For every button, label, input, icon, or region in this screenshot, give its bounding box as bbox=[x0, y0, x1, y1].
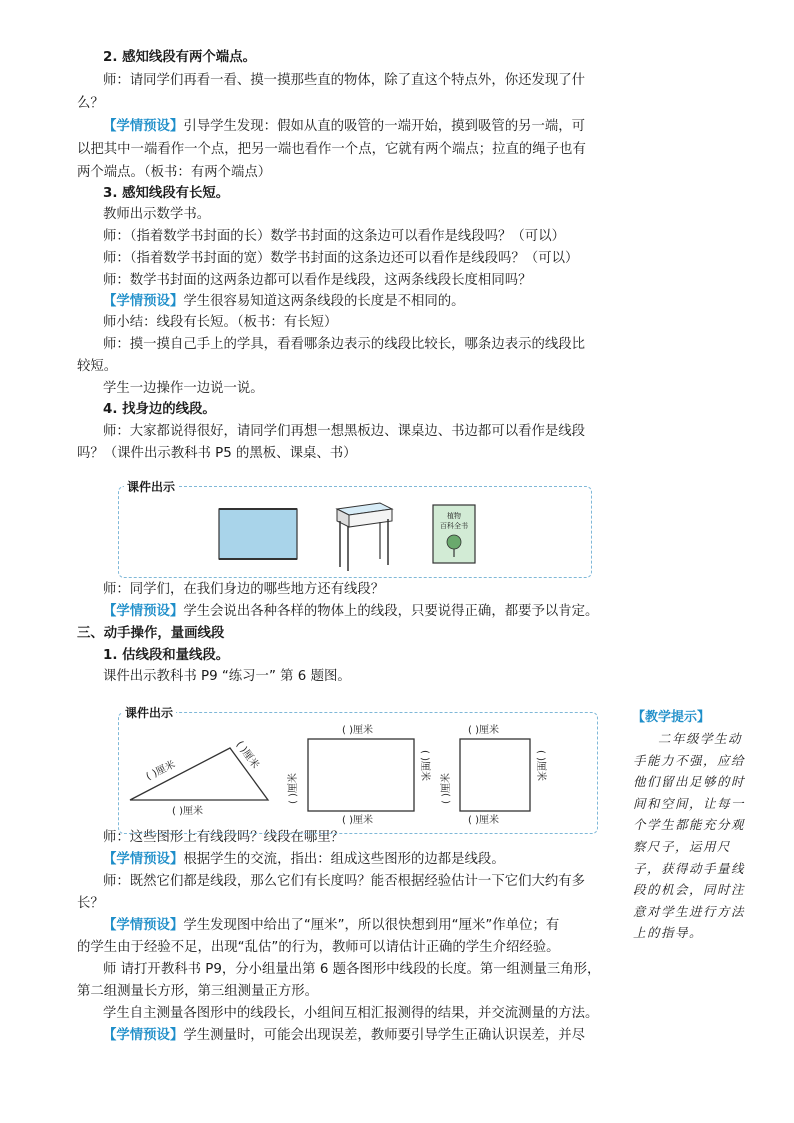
text-line bbox=[77, 982, 318, 1002]
text-line-content: 师小结：线段有长短。（板书：有长短） bbox=[103, 315, 338, 330]
rectangle-shape bbox=[308, 739, 414, 811]
teaching-tip-title: 【教学提示】 bbox=[632, 710, 711, 725]
text-line-content: 长？ bbox=[77, 896, 104, 911]
text-line bbox=[103, 271, 532, 291]
courseware-label-1: 课件出示 bbox=[124, 478, 178, 495]
text-line-content: 两个端点。（板书：有两个端点） bbox=[77, 165, 272, 180]
text-line bbox=[103, 646, 229, 666]
square-label-right: ( )厘米 bbox=[535, 750, 546, 781]
square-label-left: ( )厘米 bbox=[441, 773, 452, 804]
book-image bbox=[433, 505, 475, 563]
text-line-content: 1. 估线段和量线段。 bbox=[103, 648, 230, 663]
text-line-content: 学生测量时，可能会出现误差，教师要引导学生正确认识误差，并尽 bbox=[183, 1028, 586, 1043]
text-line bbox=[103, 227, 565, 247]
square-label-bottom: ( )厘米 bbox=[468, 815, 499, 826]
text-line-content: 4. 找身边的线段。 bbox=[103, 402, 216, 417]
text-line-content: 学生会说出各种各样的物体上的线段，只要说得正确，都要予以肯定。 bbox=[183, 604, 599, 619]
text-line bbox=[77, 357, 117, 377]
text-line bbox=[103, 117, 585, 137]
text-line-content: 2. 感知线段有两个端点。 bbox=[103, 50, 256, 65]
text-line bbox=[103, 205, 210, 225]
text-line bbox=[103, 400, 216, 420]
text-line bbox=[103, 667, 351, 687]
text-line-content: 教师出示数学书。 bbox=[103, 207, 211, 222]
square-shape bbox=[460, 739, 530, 811]
text-line bbox=[77, 624, 224, 644]
teaching-tip-text: 二年级学生动手能力不强，应给他们留出足够的时间和空间，让每一个学生都能充分观察尺子，运用尺子，获得动手量线段的机会，同时注意对学生进行方法上的指导。 bbox=[633, 731, 746, 941]
rectangle-label-top: ( )厘米 bbox=[342, 725, 373, 736]
text-line bbox=[103, 602, 598, 622]
text-line bbox=[103, 1026, 585, 1046]
text-line bbox=[77, 444, 357, 464]
triangle-label-bottom: ( )厘米 bbox=[172, 806, 203, 817]
text-line-content: 师：请同学们再看一看、摸一摸那些直的物体，除了直这个特点外，你还发现了什 bbox=[103, 73, 586, 88]
text-line-content: 学生很容易知道这两条线段的长度是不相同的。 bbox=[183, 294, 465, 309]
rectangle-label-bottom: ( )厘米 bbox=[342, 815, 373, 826]
text-line-content: 较短。 bbox=[77, 359, 118, 374]
text-line-content: 的学生由于经验不足，出现“乱估”的行为，教师可以请估计正确的学生介绍经验。 bbox=[77, 940, 560, 955]
triangle-label-right: ( )厘米 bbox=[233, 739, 261, 771]
rectangle-label-right: ( )厘米 bbox=[419, 750, 430, 781]
text-line-content: 第二组测量长方形，第三组测量正方形。 bbox=[77, 984, 319, 999]
text-line bbox=[103, 422, 585, 442]
book-title-line2: 百科全书 bbox=[440, 522, 468, 530]
text-line-content: 师：数学书封面的这两条边都可以看作是线段，这两条线段长度相同吗？ bbox=[103, 273, 532, 288]
text-line-content: 学生发现图中给出了“厘米”，所以很快想到用“厘米”作单位；有 bbox=[183, 918, 560, 933]
text-line bbox=[103, 249, 578, 269]
text-line-content: 以把其中一端看作一个点，把另一端也看作一个点，它就有两个端点；拉直的绳子也有 bbox=[77, 142, 586, 157]
text-line bbox=[103, 184, 229, 204]
text-line bbox=[103, 379, 264, 399]
text-line bbox=[77, 938, 560, 958]
preview-tag: 【学情预设】 bbox=[103, 119, 184, 134]
desk-image bbox=[337, 503, 392, 571]
rectangle-label-left: ( )厘米 bbox=[288, 773, 299, 804]
text-line bbox=[103, 916, 559, 936]
text-line-content: 师：既然它们都是线段，那么它们有长度吗？能否根据经验估计一下它们大约有多 bbox=[103, 874, 586, 889]
book-title-line1: 植物 bbox=[447, 512, 461, 520]
text-line bbox=[77, 140, 586, 160]
text-line bbox=[103, 48, 256, 68]
text-line-content: 师：大家都说得很好，请同学们再想一想黑板边、课桌边、书边都可以看作是线段 bbox=[103, 424, 586, 439]
text-line bbox=[103, 71, 585, 91]
text-line bbox=[103, 960, 600, 980]
text-line bbox=[77, 163, 271, 183]
text-line bbox=[103, 292, 465, 312]
text-line-content: 3. 感知线段有长短。 bbox=[103, 186, 230, 201]
blackboard-image bbox=[219, 509, 297, 559]
text-line-content: 师：摸一摸自己手上的学具，看看哪条边表示的线段比较长，哪条边表示的线段比 bbox=[103, 337, 586, 352]
text-line bbox=[103, 313, 337, 333]
text-line-content: 学生一边操作一边说一说。 bbox=[103, 381, 264, 396]
text-line-content: 三、动手操作，量画线段 bbox=[77, 626, 225, 641]
preview-tag: 【学情预设】 bbox=[103, 294, 184, 309]
text-line bbox=[103, 580, 384, 600]
text-line-content: 引导学生发现：假如从直的吸管的一端开始，摸到吸管的另一端，可 bbox=[183, 119, 586, 134]
text-line-content: 根据学生的交流，指出：组成这些图形的边都是线段。 bbox=[183, 852, 505, 867]
courseware-label-2: 课件出示 bbox=[122, 704, 176, 721]
square-label-top: ( )厘米 bbox=[468, 725, 499, 736]
text-line-content: 师 请打开教科书 P9，分小组量出第 6 题各图形中线段的长度。第一组测量三角形， bbox=[103, 962, 601, 977]
triangle-label-left: ( )厘米 bbox=[144, 759, 178, 783]
text-line-content: 吗？（课件出示教科书 P5 的黑板、课桌、书） bbox=[77, 446, 357, 461]
preview-tag: 【学情预设】 bbox=[103, 918, 184, 933]
text-line bbox=[103, 1004, 598, 1024]
text-line bbox=[77, 94, 104, 114]
text-line-content: 么？ bbox=[77, 96, 104, 111]
preview-tag: 【学情预设】 bbox=[103, 1028, 184, 1043]
text-line bbox=[103, 872, 585, 892]
text-line-content: 师：这些图形上有线段吗？线段在哪里？ bbox=[103, 830, 345, 845]
text-line-content: 师：同学们，在我们身边的哪些地方还有线段？ bbox=[103, 582, 385, 597]
courseware-figure-1 bbox=[200, 495, 500, 575]
text-line-content: 课件出示教科书 P9 “练习一” 第 6 题图。 bbox=[103, 669, 351, 684]
text-line bbox=[77, 894, 104, 914]
text-line-content: 学生自主测量各图形中的线段长，小组间互相汇报测得的结果，并交流测量的方法。 bbox=[103, 1006, 599, 1021]
text-line bbox=[103, 850, 505, 870]
measure-figure bbox=[118, 712, 596, 832]
preview-tag: 【学情预设】 bbox=[103, 604, 184, 619]
preview-tag: 【学情预设】 bbox=[103, 852, 184, 867]
text-line bbox=[103, 335, 585, 355]
text-line-content: 师：（指着数学书封面的长）数学书封面的这条边可以看作是线段吗？（可以） bbox=[103, 229, 565, 244]
text-line-content: 师：（指着数学书封面的宽）数学书封面的这条边还可以看作是线段吗？（可以） bbox=[103, 251, 579, 266]
